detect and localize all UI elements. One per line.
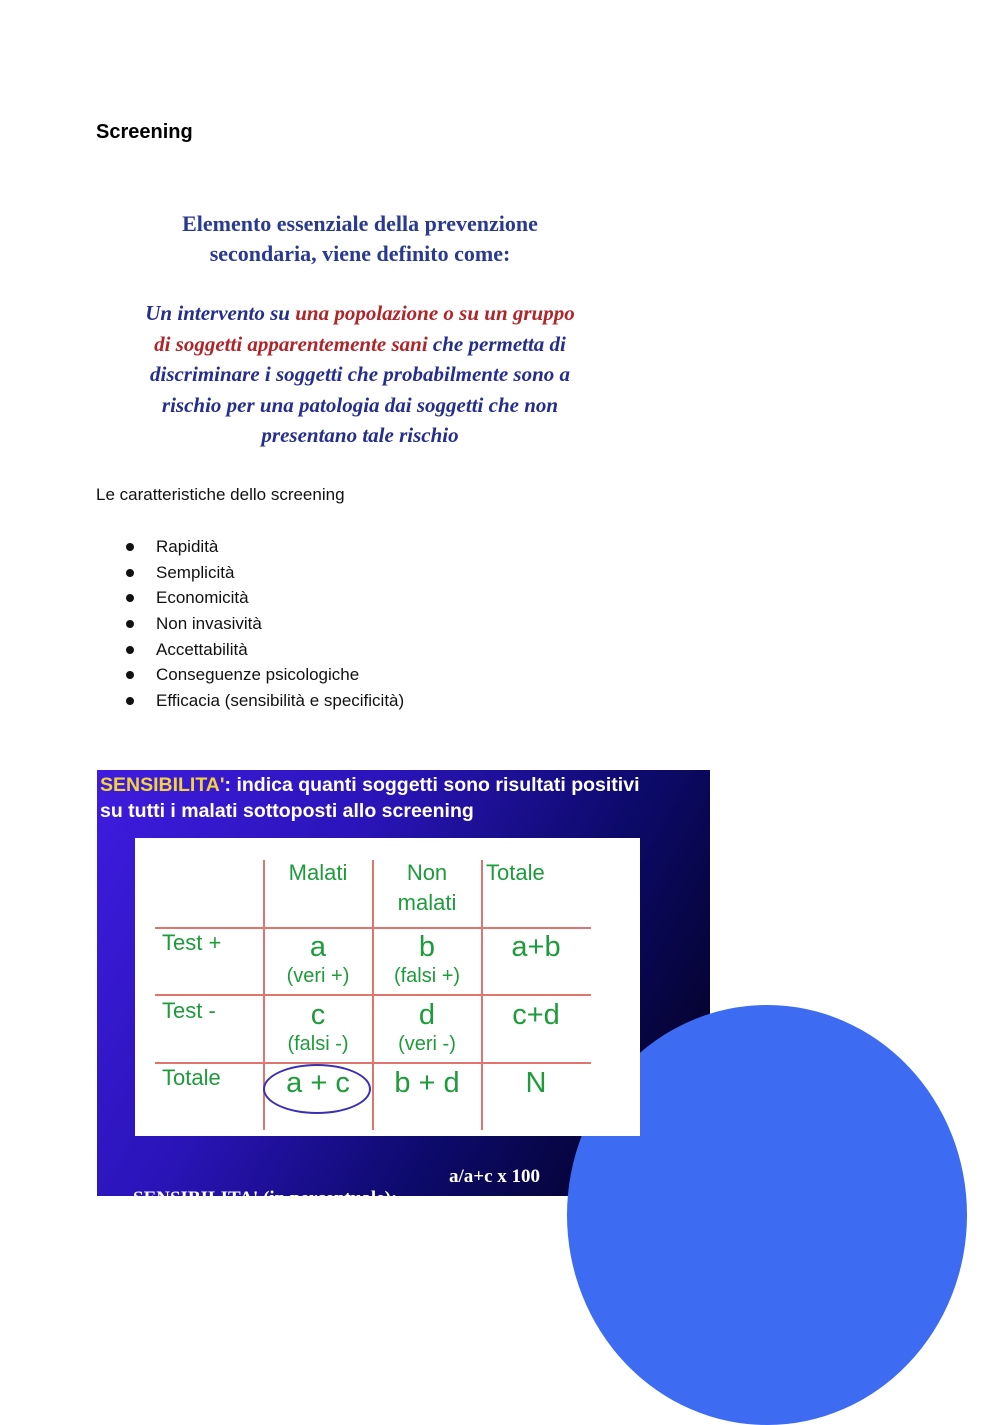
sensitivity-term: SENSIBILITA' [100,774,225,796]
col-header-malati: Malati [288,860,348,885]
definition-text [96,298,624,451]
definition-line3: discriminare i soggetti che probabilmente sono a [149,362,570,386]
list-item: Economicità [96,585,404,611]
sensitivity-header [100,772,710,824]
cell-n: N [525,1067,547,1099]
list-item: Non invasività [96,611,404,637]
highlight-healthy-subjects: di soggetti apparentemente sani [154,331,428,356]
bullet-icon [126,594,134,602]
definition-heading-line2: secondaria, viene definito come: [209,241,511,266]
row-header-test-pos: Test + [162,930,222,955]
sensitivity-header-line1: SENSIBILITA': indica quanti soggetti sono risultati positivi [100,774,640,796]
bullet-icon [126,569,134,577]
highlight-population: una popolazione o su un gruppo [295,301,575,325]
definition-line4: rischio per una patologia dai soggetti che non [161,392,559,417]
list-item: Conseguenze psicologiche [96,662,404,688]
cell-a: a (veri +) [286,931,350,987]
bullet-icon [126,543,134,551]
cell-c: c (falsi -) [287,999,349,1055]
features-list [96,534,404,714]
definition-line1: Un intervento su una popolazione o su un gruppo [145,301,575,325]
col-header-non-malati: Non malati [397,860,457,915]
definition-heading [96,209,624,269]
sensitivity-formula [114,1166,541,1254]
definition-line2: di soggetti apparentemente sani che permetta di [154,331,566,356]
list-item: Semplicità [96,560,404,586]
formula-label: SENSIBILITA' (in percentuale): [133,1188,398,1209]
sensitivity-slide [97,770,710,1209]
cell-b: b (falsi +) [393,931,461,987]
table-divider [155,994,591,996]
list-item: Accettabilità [96,637,404,663]
list-item: Efficacia (sensibilità e specificità) [96,688,404,714]
table-divider [155,927,591,929]
bullet-icon [126,697,134,705]
formula-expression: a/a+c x 100 [449,1166,541,1187]
row-header-totale: Totale [162,1065,221,1090]
col-header-totale: Totale [486,860,545,885]
page-title: Screening [96,121,193,143]
definition-heading-line1: Elemento essenziale della prevenzione [182,211,538,236]
bullet-icon [126,646,134,654]
row-header-test-neg: Test - [162,998,216,1023]
cell-c-plus-d: c+d [512,999,560,1031]
list-item: Rapidità [96,534,404,560]
cell-d: d (veri -) [398,999,456,1055]
features-intro: Le caratteristiche dello screening [96,485,345,504]
contingency-table [135,838,640,1136]
sensitivity-header-line2: su tutti i malati sottoposti allo screening [100,800,474,822]
cell-b-plus-d: b + d [394,1067,460,1099]
cell-a-plus-c: a + c [286,1067,350,1099]
definition-line5: presentano tale rischio [261,423,459,447]
table-divider [155,1062,591,1064]
bullet-icon [126,671,134,679]
definition-slide [96,200,624,450]
cell-a-plus-b: a+b [511,931,561,963]
bullet-icon [126,620,134,628]
